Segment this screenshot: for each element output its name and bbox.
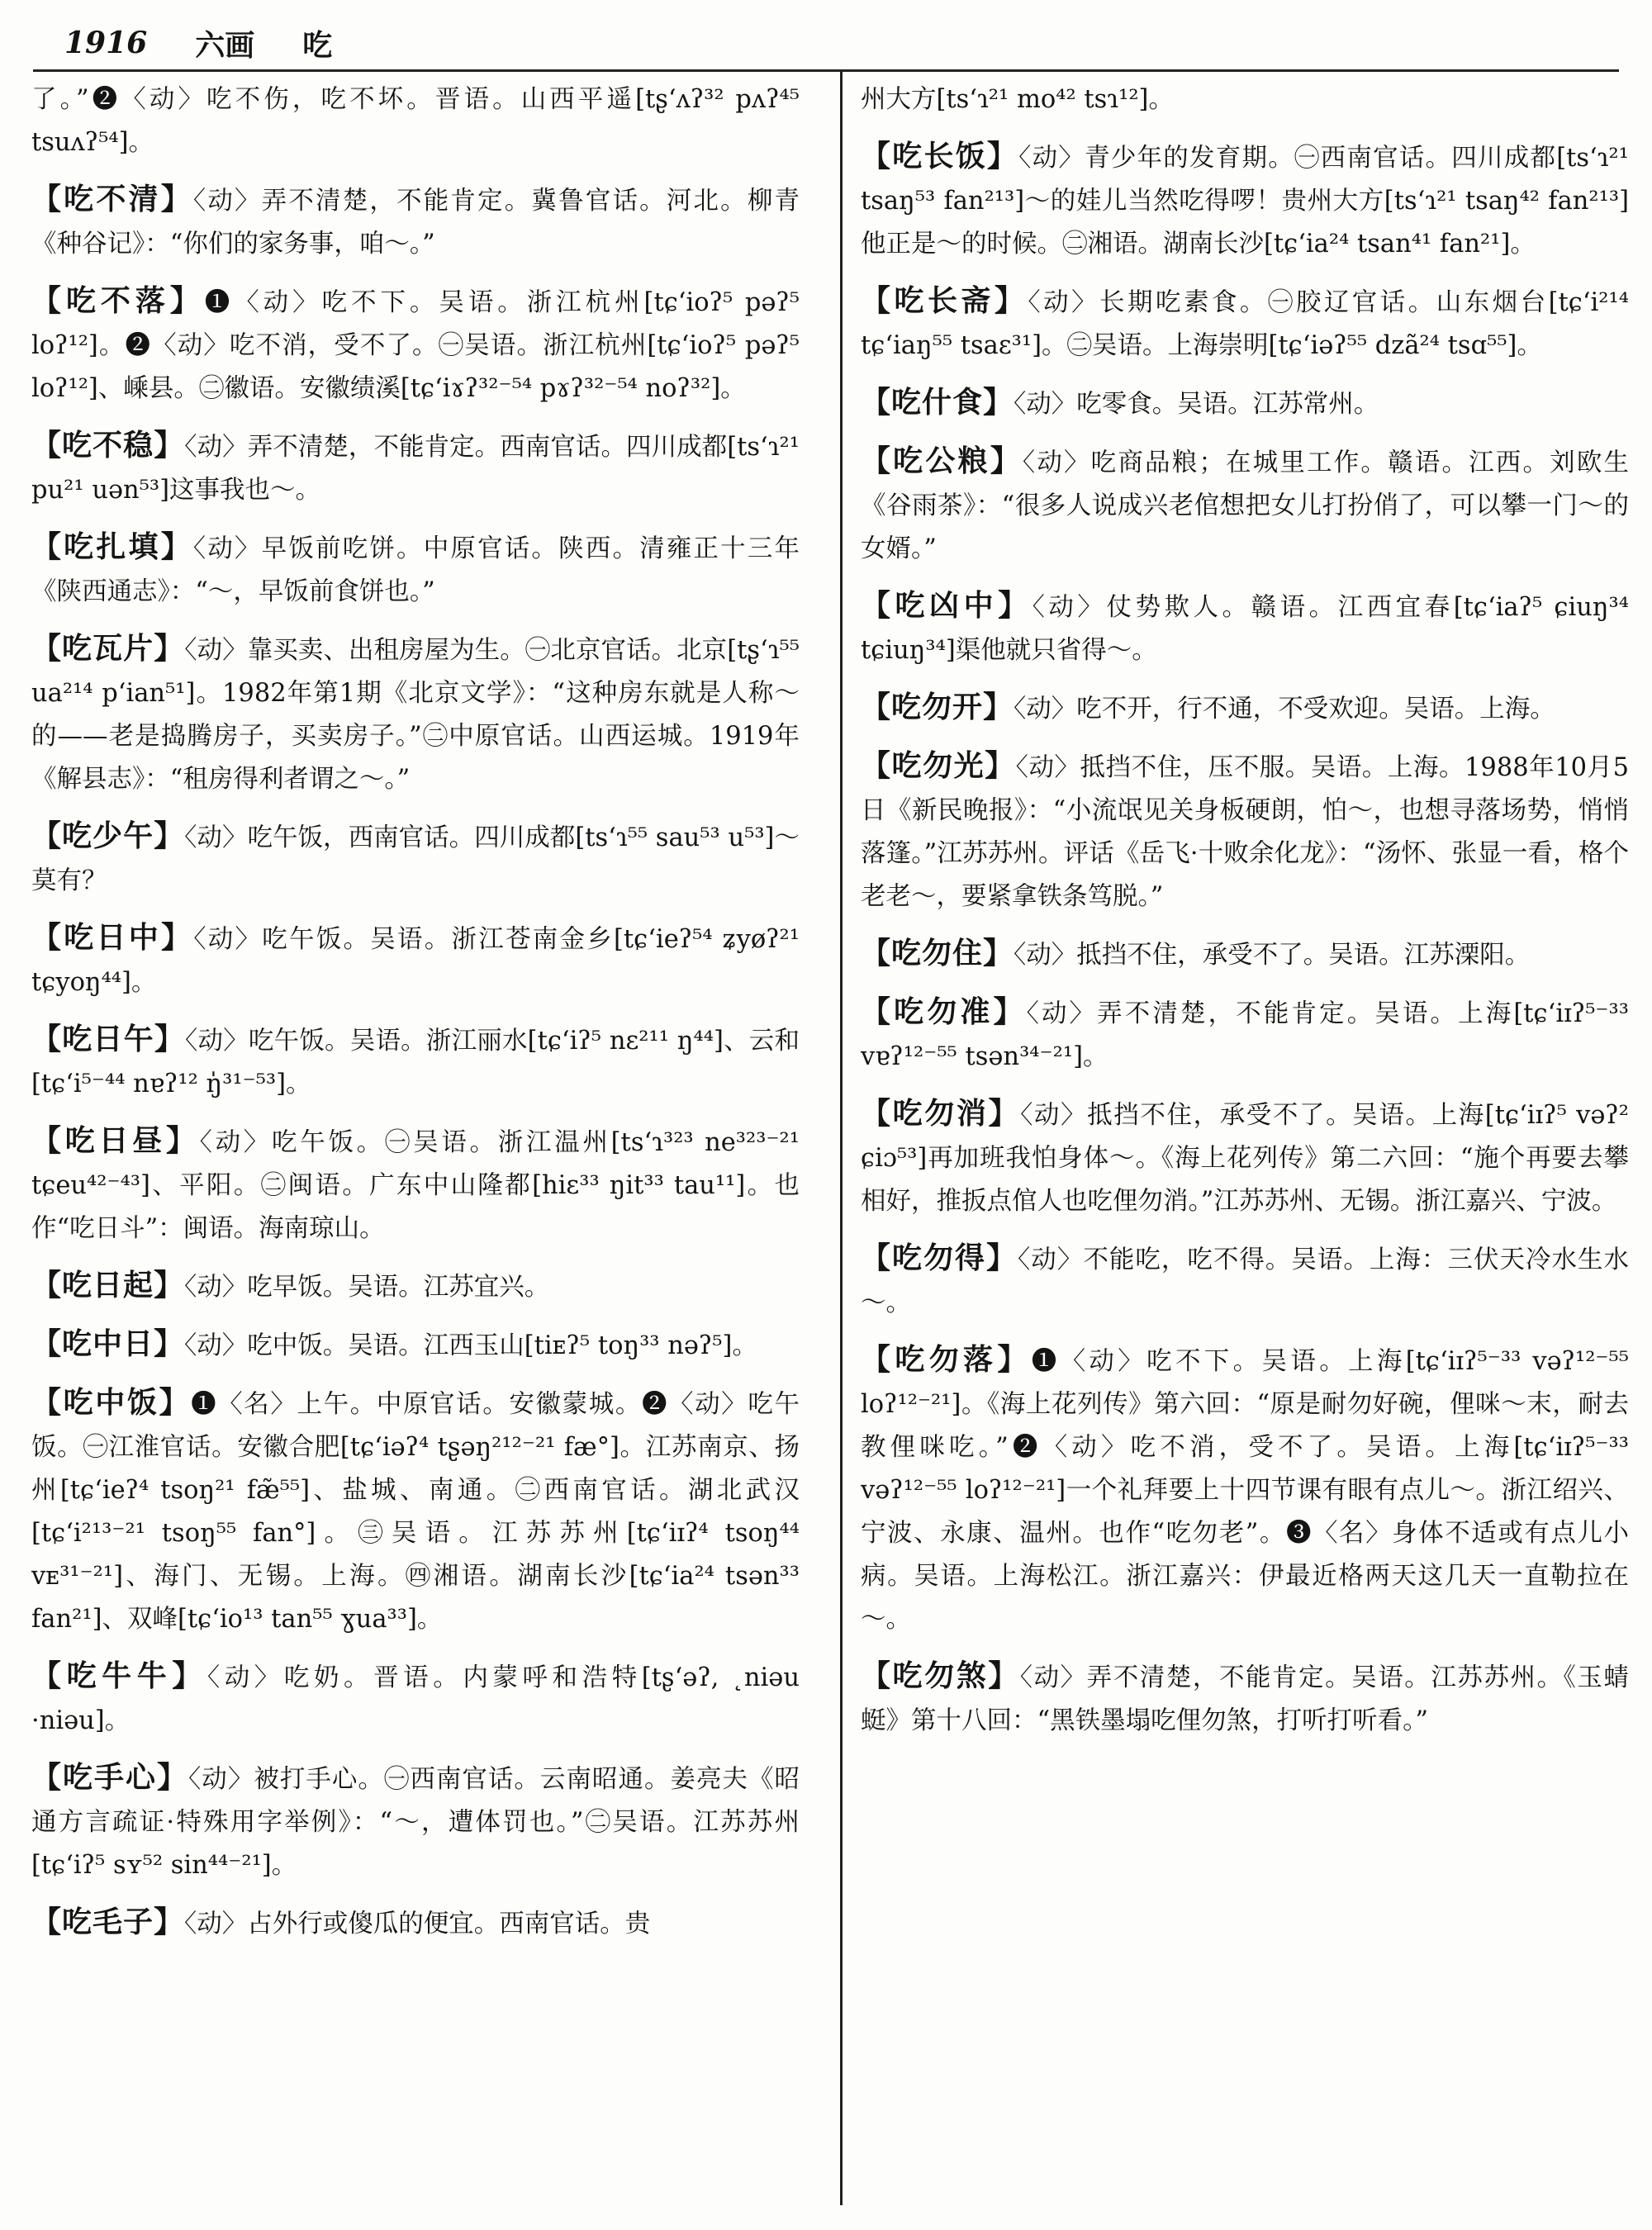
entry-definition: 〈动〉弄不清楚，不能肯定。西南官话。四川成都[tsʻɿ²¹ pu²¹ uən⁵³]这事我也～。 (31, 433, 800, 505)
dictionary-entry (31, 178, 800, 266)
entry-definition: 〈动〉吃早饭。吴语。江苏宜兴。 (184, 1273, 550, 1302)
dictionary-entry (31, 1756, 800, 1887)
dictionary-entry (861, 78, 1629, 121)
entry-definition: 〈动〉弄不清楚，不能肯定。吴语。上海[tɕʻiɪʔ⁵⁻³³ vɐʔ¹²⁻⁵⁵ tsən³⁴⁻²¹]。 (861, 999, 1629, 1071)
entry-definition: 〈动〉吃午饭。吴语。浙江苍南金乡[tɕʻieʔ⁵⁴ ʑyøʔ²¹ tɕyoŋ⁴⁴]。 (31, 925, 800, 997)
entry-definition: 了。”❷〈动〉吃不伤，吃不坏。晋语。山西平遥[tʂʻʌʔ³² pʌʔ⁴⁵ tsuʌʔ⁵⁴]。 (31, 85, 800, 157)
entry-definition: 〈动〉长期吃素食。㊀胶辽官话。山东烟台[tɕʻi²¹⁴ tɕʻiaŋ⁵⁵ tsaɛ³¹]。㊁吴语。上海崇明[tɕʻiəʔ⁵⁵ dzã²⁴ tsɑ⁵⁵]。 (861, 288, 1629, 360)
entry-headword: 【吃中日】 (31, 1326, 185, 1361)
entry-definition: 〈动〉吃午饭。吴语。浙江丽水[tɕʻiʔ⁵ nɛ²¹¹ ŋ⁴⁴]、云和[tɕʻi⁵⁻⁴⁴ nɐʔ¹² ŋ̍³¹⁻⁵³]。 (31, 1027, 800, 1098)
entry-headword: 【吃日昼】 (31, 1123, 200, 1158)
dictionary-entry (861, 744, 1629, 918)
dictionary-entry (861, 439, 1629, 571)
entry-headword: 【吃日中】 (31, 920, 194, 955)
entry-headword: 【吃中饭】 (31, 1385, 192, 1420)
dictionary-entry (31, 424, 800, 512)
page-header (64, 18, 332, 68)
entry-definition: 〈动〉吃奶。晋语。内蒙呼和浩特[tʂʻəʔ, ˛niəu ·niəu]。 (31, 1663, 800, 1735)
dictionary-entry (31, 78, 800, 164)
entry-headword: 【吃不落】 (31, 283, 205, 318)
entry-definition: ❶〈动〉吃不下。吴语。浙江杭州[tɕʻioʔ⁵ pəʔ⁵ loʔ¹²]。❷〈动〉吃不消，受不了。㊀吴语。浙江杭州[tɕʻioʔ⁵ pəʔ⁵ loʔ¹²]、嵊县。㊁徽语。安徽绩溪[tɕʻiɤʔ³²⁻⁵⁴ pɤʔ³²⁻⁵⁴ noʔ³²]。 (31, 288, 800, 403)
dictionary-entry (861, 135, 1629, 266)
header-rule (33, 69, 1619, 72)
dictionary-entry (31, 1119, 800, 1250)
dictionary-entry (861, 584, 1629, 672)
dictionary-entry (861, 990, 1629, 1079)
entry-definition: 〈动〉被打手心。㊀西南官话。云南昭通。姜亮夫《昭通方言疏证·特殊用字举例》：“～，遭体罚也。”㊁吴语。江苏苏州[tɕʻiʔ⁵ sʏ⁵² sin⁴⁴⁻²¹]。 (31, 1765, 800, 1880)
entry-headword: 【吃瓦片】 (31, 631, 185, 666)
entry-definition: 〈动〉占外行或傻瓜的便宜。西南官话。贵 (184, 1910, 651, 1938)
entry-headword: 【吃长饭】 (861, 139, 1019, 173)
right-column (861, 78, 1629, 2213)
entry-headword: 【吃勿住】 (861, 936, 1014, 970)
dictionary-entry (861, 932, 1629, 977)
page-number: 1916 (64, 26, 148, 60)
entry-headword: 【吃勿开】 (861, 690, 1014, 724)
dictionary-entry (861, 1092, 1629, 1223)
dictionary-entry (861, 1654, 1629, 1743)
dictionary-entry (31, 1264, 800, 1309)
entry-headword: 【吃勿煞】 (861, 1658, 1020, 1693)
entry-headword: 【吃不稳】 (31, 428, 185, 463)
entry-definition: 〈动〉吃中饭。吴语。江西玉山[tiᴇʔ⁵ toŋ³³ nəʔ⁵]。 (184, 1331, 757, 1360)
entry-definition: 〈动〉吃午饭。㊀吴语。浙江温州[tsʻɿ³²³ ne³²³⁻²¹ tɕeu⁴²⁻⁴³]、平阳。㊁闽语。广东中山隆都[hiɛ³³ ŋit³³ tau¹¹]。也作“吃日斗”：闽语。海南琼山。 (31, 1128, 800, 1243)
entry-headword: 【吃公粮】 (861, 444, 1023, 478)
entry-headword: 【吃手心】 (31, 1760, 189, 1795)
entry-headword: 【吃少午】 (31, 818, 185, 853)
dictionary-entry (31, 1018, 800, 1106)
dictionary-entry (861, 1338, 1629, 1641)
entry-headword: 【吃勿落】 (861, 1342, 1032, 1377)
entry-definition: 〈动〉早饭前吃饼。中原官话。陕西。清雍正十三年《陕西通志》：“～，早饭前食饼也。” (31, 534, 800, 606)
entry-definition: 〈动〉吃午饭，西南官话。四川成都[tsʻɿ⁵⁵ sau⁵³ u⁵³]～莫有？ (31, 823, 800, 895)
entry-headword: 【吃勿准】 (861, 994, 1027, 1029)
entry-headword: 【吃扎填】 (31, 529, 193, 564)
entry-definition: 〈动〉抵挡不住，承受不了。吴语。江苏溧阳。 (1014, 941, 1531, 970)
entry-headword: 【吃牛牛】 (31, 1658, 207, 1693)
dictionary-entry (31, 525, 800, 614)
entry-headword: 【吃长斋】 (861, 283, 1028, 318)
entry-definition: 〈动〉不能吃，吃不得。吴语。上海：三伏天冷水生水～。 (861, 1245, 1629, 1317)
dictionary-entry (861, 279, 1629, 368)
dictionary-entry (31, 1900, 800, 1946)
section-title: 六画 (195, 27, 255, 63)
entry-definition: 州大方[tsʻɿ²¹ mo⁴² tsɿ¹²]。 (861, 85, 1174, 114)
entry-definition: ❶〈动〉吃不下。吴语。上海[tɕʻiɪʔ⁵⁻³³ vəʔ¹²⁻⁵⁵ loʔ¹²⁻²¹]。《海上花列传》第六回：“原是耐勿好碗，俚咪～末，耐去教俚咪吃。”❷〈动〉吃不消，受不了。吴语。上海[tɕʻiɪʔ⁵⁻³³ vəʔ¹²⁻⁵⁵ loʔ¹²⁻²¹]一个礼拜要上十四节课有眼有点儿～。浙江绍兴、宁波、永康、温州。也作“吃勿老”。❸〈名〉身体不适或有点儿小病。吴语。上海松江。浙江嘉兴：伊最近格两天这几天一直勒拉在～。 (861, 1347, 1629, 1634)
entry-definition: 〈动〉抵挡不住，压不服。吴语。上海。1988年10月5日《新民晚报》：“小流氓见关身板硬朗，怕～，也想寻落场势，悄悄落篷。”江苏苏州。评话《岳飞·十败余化龙》：“汤怀、张显一看，格个老老～，要紧拿铁条笃脱。” (861, 753, 1629, 911)
dictionary-entry (861, 381, 1629, 426)
entry-definition: 〈动〉吃不开，行不通，不受欢迎。吴语。上海。 (1014, 695, 1555, 724)
dictionary-entry (31, 916, 800, 1004)
entry-headword: 【吃勿得】 (861, 1241, 1018, 1275)
entry-definition: 〈动〉靠买卖、出租房屋为生。㊀北京官话。北京[tʂʻɿ⁵⁵ ua²¹⁴ pʻian⁵¹]。1982年第1期《北京文学》：“这种房东就是人称～的——老是捣腾房子，买卖房子。”㊁中原官话。山西运城。1919年《解县志》：“租房得利者谓之～。” (31, 636, 800, 794)
entry-headword: 【吃不清】 (31, 182, 193, 216)
entry-headword: 【吃凶中】 (861, 588, 1032, 623)
dictionary-entry (31, 1654, 800, 1743)
dictionary-entry (31, 627, 800, 801)
header-character: 吃 (302, 27, 333, 63)
dictionary-entry (861, 1236, 1629, 1325)
entry-headword: 【吃什食】 (861, 385, 1014, 420)
entry-definition: 〈动〉仗势欺人。赣语。江西宜春[tɕʻiaʔ⁵ ɕiuŋ³⁴ tɕiuŋ³⁴]渠他就只省得～。 (861, 593, 1629, 665)
left-column (31, 78, 800, 2213)
entry-headword: 【吃日起】 (31, 1268, 185, 1302)
entry-headword: 【吃日午】 (31, 1022, 186, 1056)
dictionary-entry (31, 814, 800, 903)
entry-definition: 〈动〉弄不清楚，不能肯定。吴语。江苏苏州。《玉蜻蜓》第十八回：“黑铁墨塌吃俚勿煞，打听打听看。” (861, 1663, 1629, 1735)
dictionary-entry (31, 1322, 800, 1368)
entry-definition: 〈动〉弄不清楚，不能肯定。冀鲁官话。河北。柳青《种谷记》：“你们的家务事，咱～。” (31, 187, 800, 259)
entry-definition: 〈动〉吃商品粮；在城里工作。赣语。江西。刘欧生《谷雨茶》：“很多人说成兴老倌想把女儿打扮俏了，可以攀一门～的女婿。” (861, 448, 1629, 563)
column-divider (840, 71, 843, 2205)
entry-headword: 【吃勿光】 (861, 748, 1016, 783)
dictionary-entry (31, 279, 800, 410)
entry-definition: 〈动〉吃零食。吴语。江苏常州。 (1014, 390, 1379, 419)
entry-definition: 〈动〉青少年的发育期。㊀西南官话。四川成都[tsʻɿ²¹ tsaŋ⁵³ fan²¹³]～的娃儿当然吃得啰！贵州大方[tsʻɿ²¹ tsaŋ⁴² fan²¹³]他正是～的时候。㊁湘语。湖南长沙[tɕʻia²⁴ tsan⁴¹ fan²¹]。 (861, 144, 1629, 259)
entry-definition: 〈动〉抵挡不住，承受不了。吴语。上海[tɕʻiɪʔ⁵ vəʔ² ɕiɔ⁵³]再加班我怕身体～。《海上花列传》第二六回：“施个再要去攀相好，推扳点倌人也吃俚勿消。”江苏苏州、无锡。浙江嘉兴、宁波。 (861, 1101, 1629, 1216)
dictionary-entry (861, 686, 1629, 731)
entry-headword: 【吃勿消】 (861, 1096, 1021, 1131)
dictionary-entry (31, 1381, 800, 1641)
entry-headword: 【吃毛子】 (31, 1905, 185, 1939)
entry-definition: ❶〈名〉上午。中原官话。安徽蒙城。❷〈动〉吃午饭。㊀江淮官话。安徽合肥[tɕʻiəʔ⁴ tʂəŋ²¹²⁻²¹ fæ°]。江苏南京、扬州[tɕʻieʔ⁴ tsoŋ²¹ fæ̃⁵⁵]、盐城、南通。㊁西南官话。湖北武汉[tɕʻi²¹³⁻²¹ tsoŋ⁵⁵ fan°]。㊂吴语。江苏苏州[tɕʻiɪʔ⁴ tsoŋ⁴⁴ vᴇ³¹⁻²¹]、海门、无锡。上海。㊃湘语。湖南长沙[tɕʻia²⁴ tsən³³ fan²¹]、双峰[tɕʻio¹³ tan⁵⁵ ɣua³³]。 (31, 1390, 800, 1634)
